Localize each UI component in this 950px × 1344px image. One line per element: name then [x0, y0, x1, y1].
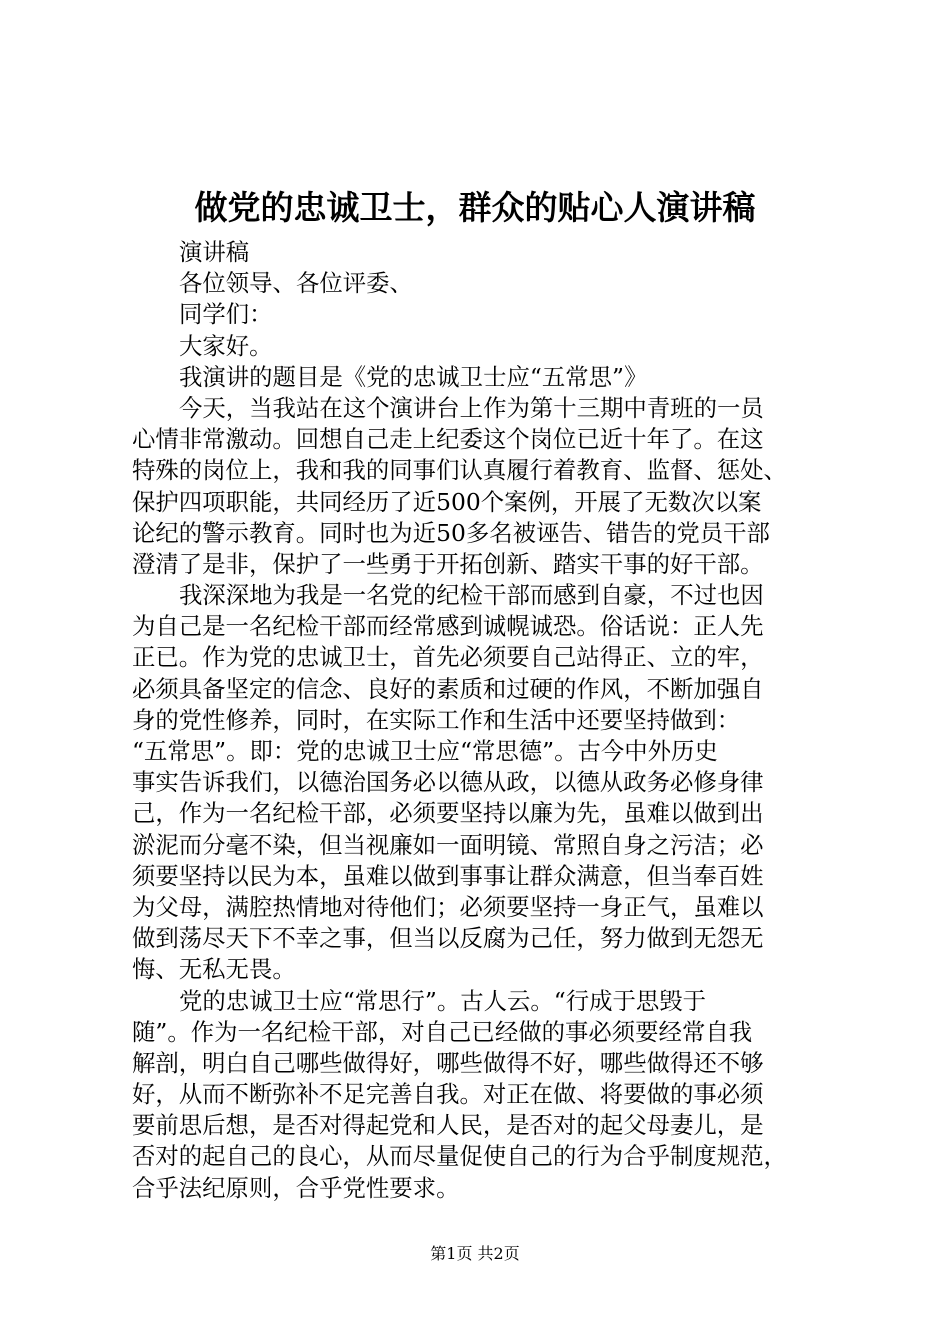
text-line: “五常思”。即：党的忠诚卫士应“常思德”。古今中外历史	[132, 737, 718, 765]
text-line: 必须具备坚定的信念、良好的素质和过硬的作风，不断加强自	[132, 674, 764, 703]
text-line: 我演讲的题目是《党的忠诚卫士应“五常思”》	[179, 362, 648, 391]
document-title: 做党的忠诚卫士，群众的贴心人演讲稿	[194, 188, 756, 227]
text-line: 今天，当我站在这个演讲台上作为第十三期中青班的一员	[179, 393, 764, 422]
text-line: 论纪的警示教育。同时也为近50多名被诬告、错告的党员干部	[132, 518, 770, 547]
text-line: 党的忠诚卫士应“常思行”。古人云。“行成于思毁于	[179, 986, 707, 1015]
text-line: 大家好。	[179, 331, 273, 360]
text-line: 己，作为一名纪检干部，必须要坚持以廉为先，虽难以做到出	[132, 799, 764, 828]
text-line: 身的党性修养，同时，在实际工作和生活中还要坚持做到：	[132, 705, 741, 734]
text-line: 正已。作为党的忠诚卫士，首先必须要自己站得正、立的牢，	[132, 643, 764, 672]
text-line: 淤泥而分毫不染，但当视廉如一面明镜、常照自身之污洁；必	[132, 830, 764, 859]
text-line: 须要坚持以民为本，虽难以做到事事让群众满意，但当奉百姓	[132, 861, 764, 890]
text-line: 好，从而不断弥补不足完善自我。对正在做、将要做的事必须	[132, 1080, 764, 1109]
text-line: 做到荡尽天下不幸之事，但当以反腐为己任，努力做到无怨无	[132, 924, 764, 953]
text-line: 澄清了是非，保护了一些勇于开拓创新、踏实干事的好干部。	[132, 549, 764, 578]
text-line: 保护四项职能，共同经历了近500个案例，开展了无数次以案	[132, 487, 762, 516]
text-line: 为自己是一名纪检干部而经常感到诚幌诚恐。俗话说：正人先	[132, 612, 764, 641]
text-line: 随”。作为一名纪检干部，对自己已经做的事必须要经常自我	[132, 1017, 753, 1046]
text-line: 解剖，明白自己哪些做得好，哪些做得不好，哪些做得还不够	[132, 1048, 764, 1077]
text-line: 特殊的岗位上，我和我的同事们认真履行着教育、监督、惩处、	[132, 456, 787, 485]
text-line: 我深深地为我是一名党的纪检干部而感到自豪，不过也因	[179, 581, 764, 610]
text-line: 悔、无私无畏。	[132, 955, 296, 984]
text-line: 心情非常激动。回想自己走上纪委这个岗位已近十年了。在这	[132, 425, 764, 454]
text-line: 各位领导、各位评委、	[179, 269, 413, 298]
text-line: 演讲稿	[179, 238, 250, 266]
document-body	[132, 237, 832, 1204]
page-footer: 第1页 共2页	[430, 1244, 520, 1263]
text-line: 要前思后想，是否对得起党和人民，是否对的起父母妻儿，是	[132, 1111, 764, 1140]
text-line: 事实告诉我们，以德治国务必以德从政，以德从政务必修身律	[132, 768, 764, 797]
text-line: 否对的起自己的良心，从而尽量促使自己的行为合乎制度规范，	[132, 1142, 787, 1171]
text-line: 为父母，满腔热情地对待他们；必须要坚持一身正气，虽难以	[132, 892, 764, 921]
text-line: 合乎法纪原则，合乎党性要求。	[132, 1173, 460, 1202]
text-line: 同学们：	[179, 300, 273, 329]
